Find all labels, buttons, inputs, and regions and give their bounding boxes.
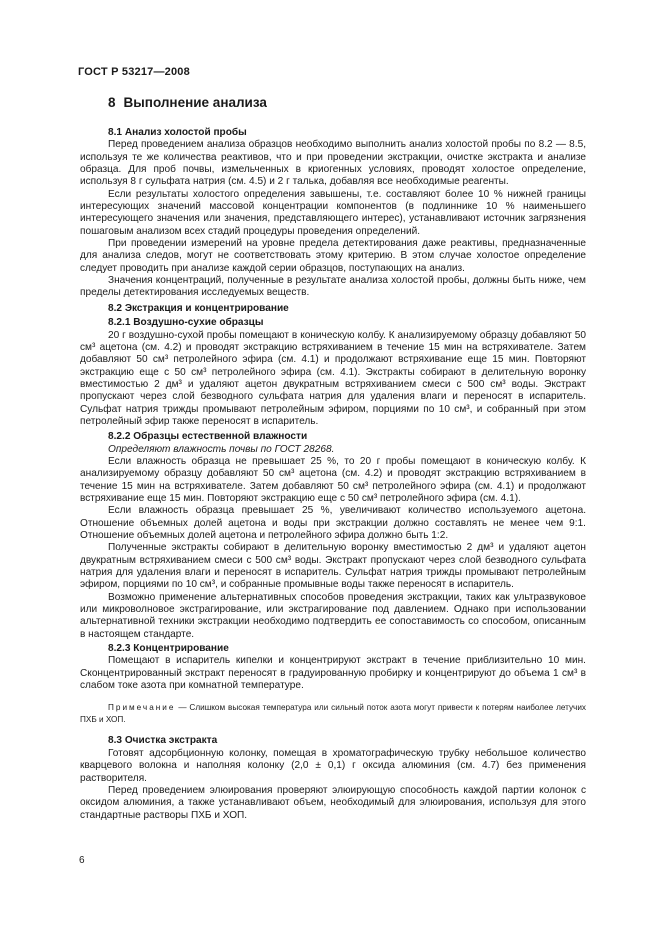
subsection-heading: 8.3 Очистка экстракта bbox=[108, 735, 218, 747]
note-label: Примечание bbox=[108, 703, 176, 713]
section-number: 8 bbox=[108, 95, 116, 110]
paragraph: Если результаты холостого определения завышены, т.е. составляют более 10 % нижней границы интересующих значений массовой концентрации компонентов (в подлиннике 10 % наименьшего интересующего значения или значения, представляющего интерес), устанавливают источник загрязнения пошаговым анализом всех стадий процедуры проведения определений. bbox=[80, 188, 586, 237]
subsection-heading: 8.2.2 Образцы естественной влажности bbox=[108, 431, 308, 443]
section-title-text: Выполнение анализа bbox=[123, 95, 267, 110]
paragraph-italic: Определяют влажность почвы по ГОСТ 28268. bbox=[108, 443, 335, 455]
subsection-heading: 8.2.3 Концентрирование bbox=[108, 643, 229, 655]
note bbox=[80, 702, 586, 725]
page-number: 6 bbox=[79, 855, 85, 866]
note-text: — Слишком высокая температура или сильный поток азота могут привести к потерям наиболее летучих ПХБ и ХОП. bbox=[80, 703, 586, 724]
paragraph: Готовят адсорбционную колонку, помещая в хроматографическую трубку небольшое количество кварцевого волокна и наполняя колонку (2,0 ± 0,1) г оксида алюминия (см. 4.7) без применения растворителя. bbox=[80, 747, 586, 784]
paragraph: Перед проведением элюирования проверяют элюирующую способность каждой партии колонок с оксидом алюминия, а также устанавливают объем, необходимый для элюирования, используя для этого стандартные растворы ПХБ и ХОП. bbox=[80, 784, 586, 821]
paragraph: Возможно применение альтернативных способов проведения экстракции, таких как ультразвуковое или микроволновое экстрагирование, или экстрагирование под давлением. Однако при использовании альтернативной техники экстракции необходимо подтвердить ее сопоставимость со способом, описанным в настоящем стандарте. bbox=[80, 591, 586, 640]
paragraph: Если влажность образца превышает 25 %, увеличивают количество используемого ацетона. Отношение объемных долей ацетона и воды при экстракции должно составлять не менее чем 9:1. Отношение объемных долей ацетона и петролейного эфира должно быть 1:2. bbox=[80, 505, 586, 541]
paragraph: 20 г воздушно-сухой пробы помещают в коническую колбу. К анализируемому образцу добавляют 50 см³ ацетона (см. 4.2) и проводят экстракцию встряхиванием в течение 15 мин на встряхивателе. Затем добавляют 50 см³ петролейного эфира (см. 4.1) и продолжают встряхивание еще 15 мин. Повторяют экстракцию еще с 50 см³ петролейного эфира (см. 4.1). Экстракты собирают в делительную воронку вместимостью 2 дм³ и удаляют ацетон двукратным встряхиванием смеси с 500 см³ воды. Экстракт пропускают через слой безводного сульфата натрия для удаления влаги и переносят в испаритель. Сульфат натрия трижды промывают петролейным эфиром, порциями по 10 см³, и собранный при этом петролейный эфир также переносят в испаритель. bbox=[80, 329, 586, 427]
subsection-heading: 8.2 Экстракция и концентрирование bbox=[108, 302, 289, 314]
paragraph: Перед проведением анализа образцов необходимо выполнить анализ холостой пробы по 8.2 — 8.5, используя те же количества реактивов, что и при проведении экстракции, очистке экстракта и анализе образца. Для проб почвы, измельченных в криогенных условиях, проводят холостое определение, используя 8 г сульфата натрия (см. 4.5) и 2 г талька, добавляя все необходимые реагенты. bbox=[80, 139, 586, 188]
paragraph: Полученные экстракты собирают в делительную воронку вместимостью 2 дм³ и удаляют ацетон двукратным встряхиванием смеси с 500 см³ воды. Экстракт пропускают через слой безводного сульфата натрия для удаления влаги и переносят в испаритель. Сульфат натрия трижды промывают петролейным эфиром, порциями по 10 см³, и собранные промывные воды также переносят в испаритель. bbox=[80, 542, 586, 591]
section-title bbox=[108, 95, 267, 110]
document-body bbox=[80, 125, 586, 822]
paragraph: Значения концентраций, полученные в результате анализа холостой пробы, должны быть ниже, чем пределы детектирования исследуемых веществ. bbox=[80, 275, 586, 299]
paragraph: Если влажность образца не превышает 25 %, то 20 г пробы помещают в коническую колбу. К анализируемому образцу добавляют 50 см³ ацетона (см. 4.2) и проводят экстракцию встряхиванием в течение 15 мин на встряхивателе. Затем добавляют 50 см³ петролейного эфира (см. 4.1) и продолжают встряхивание еще 15 мин. Повторяют экстракцию еще с 50 см³ петролейного эфира (см. 4.1). bbox=[80, 455, 586, 504]
subsection-heading: 8.1 Анализ холостой пробы bbox=[108, 127, 247, 138]
paragraph: Помещают в испаритель кипелки и концентрируют экстракт в течение приблизительно 10 мин. Сконцентрированный экстракт переносят в градуированную пробирку и концентрируют до объема 1 см³ в слабом токе азота при комнатной температуре. bbox=[80, 655, 586, 692]
document-header: ГОСТ Р 53217—2008 bbox=[78, 66, 190, 78]
paragraph: При проведении измерений на уровне предела детектирования даже реактивы, предназначенные для анализа следов, могут не соответствовать этому критерию. В этом случае холостое определение следует проводить при анализе каждой серии образцов, поступающих на анализ. bbox=[80, 238, 586, 274]
subsection-heading: 8.2.1 Воздушно-сухие образцы bbox=[108, 317, 264, 329]
